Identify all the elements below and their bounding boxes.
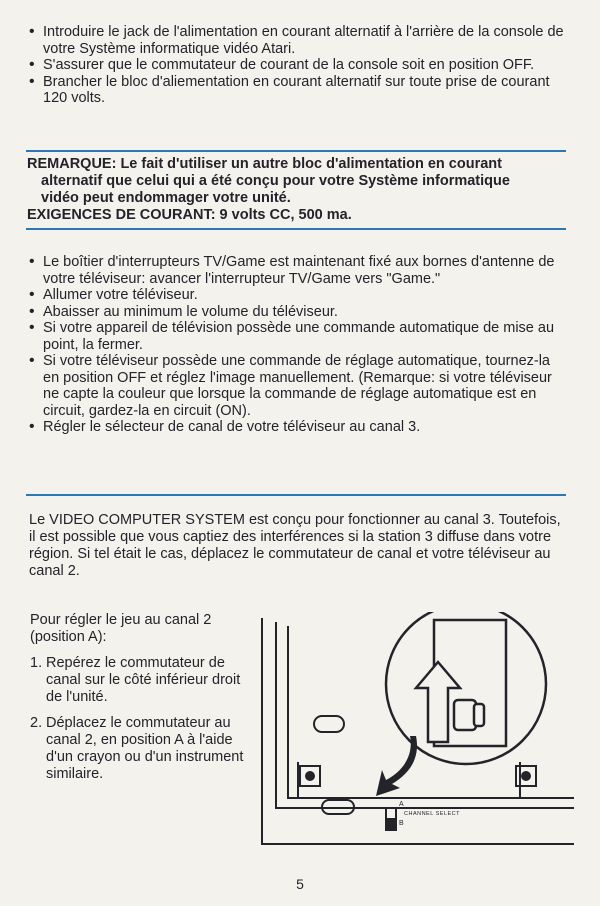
list-item: • Abaisser au minimum le volume du téléviseur.: [27, 304, 557, 321]
steps-intro: Pour régler le jeu au canal 2 (position A):: [30, 612, 212, 645]
console-slot: [314, 716, 344, 732]
list-item: • S'assurer que le commutateur de courant de la console soit en position OFF.: [27, 57, 567, 74]
list-item: • Régler le sélecteur de canal de votre téléviseur au canal 3.: [27, 419, 557, 436]
magnifier-circle: [386, 612, 546, 764]
tv-bullet-list: [27, 254, 557, 436]
remarque-line: alternatif que celui qui a été conçu pour votre Système informatique: [41, 173, 510, 189]
switch-label-b: B: [399, 820, 404, 827]
step-text: Repérez le commutateur de canal sur le côté inférieur droit de l'unité.: [46, 655, 241, 705]
list-item: [30, 655, 255, 706]
switch-knob: [454, 700, 476, 730]
remarque-note: [27, 156, 567, 224]
switch-label: CHANNEL SELECT: [404, 811, 461, 817]
list-item: • Le boîtier d'interrupteurs TV/Game est maintenant fixé aux bornes d'antenne de votre téléviseur: avancer l'interrupteur TV/Game vers "Game.": [27, 254, 557, 287]
console-diagram: [258, 612, 578, 848]
channel-steps: [30, 612, 255, 792]
switch-label-a: A: [399, 801, 404, 808]
list-item: • Brancher le bloc d'aliementation en courant alternatif sur toute prise de courant 120 volts.: [27, 74, 567, 107]
divider: [26, 228, 566, 230]
list-item: • Introduire le jack de l'alimentation en courant alternatif à l'arrière de la console de votre Système informatique vidéo Atari.: [27, 24, 567, 57]
list-item: [30, 715, 255, 783]
step-number: 1.: [30, 655, 43, 671]
remarque-line: vidéo peut endommager votre unité.: [41, 190, 291, 206]
step-text: Déplacez le commutateur au canal 2, en position A à l'aide d'un crayon ou d'un instrument similaire.: [46, 715, 244, 782]
channel-paragraph: Le VIDEO COMPUTER SYSTEM est conçu pour fonctionner au canal 3. Toutefois, il est possible que vous captiez des interférences si la station 3 diffuse dans votre région. Si tel était le cas, déplacez le commutateur de canal et votre téléviseur au canal 2.: [29, 512, 561, 579]
divider: [26, 150, 566, 152]
list-item: • Si votre téléviseur possède une commande de réglage automatique, tournez-la en position OFF et réglez l'image manuellement. (Remarque: si votre téléviseur ne capte la couleur que lorsque la commande de réglage automatique est en circuit, gardez-la en circuit (ON).: [27, 353, 557, 419]
remarque-line: REMARQUE: Le fait d'utiliser un autre bloc d'alimentation en courant: [27, 156, 502, 172]
steps-list: [30, 655, 255, 783]
page-number: 5: [296, 876, 304, 892]
divider: [26, 494, 566, 496]
arrow-down-icon: [376, 736, 417, 796]
list-item: • Si votre appareil de télévision possède une commande automatique de mise au point, la fermer.: [27, 320, 557, 353]
power-requirements: EXIGENCES DE COURANT: 9 volts CC, 500 ma.: [27, 207, 352, 223]
step-number: 2.: [30, 715, 43, 731]
top-bullet-list: [27, 24, 567, 107]
list-item: • Allumer votre téléviseur.: [27, 287, 557, 304]
